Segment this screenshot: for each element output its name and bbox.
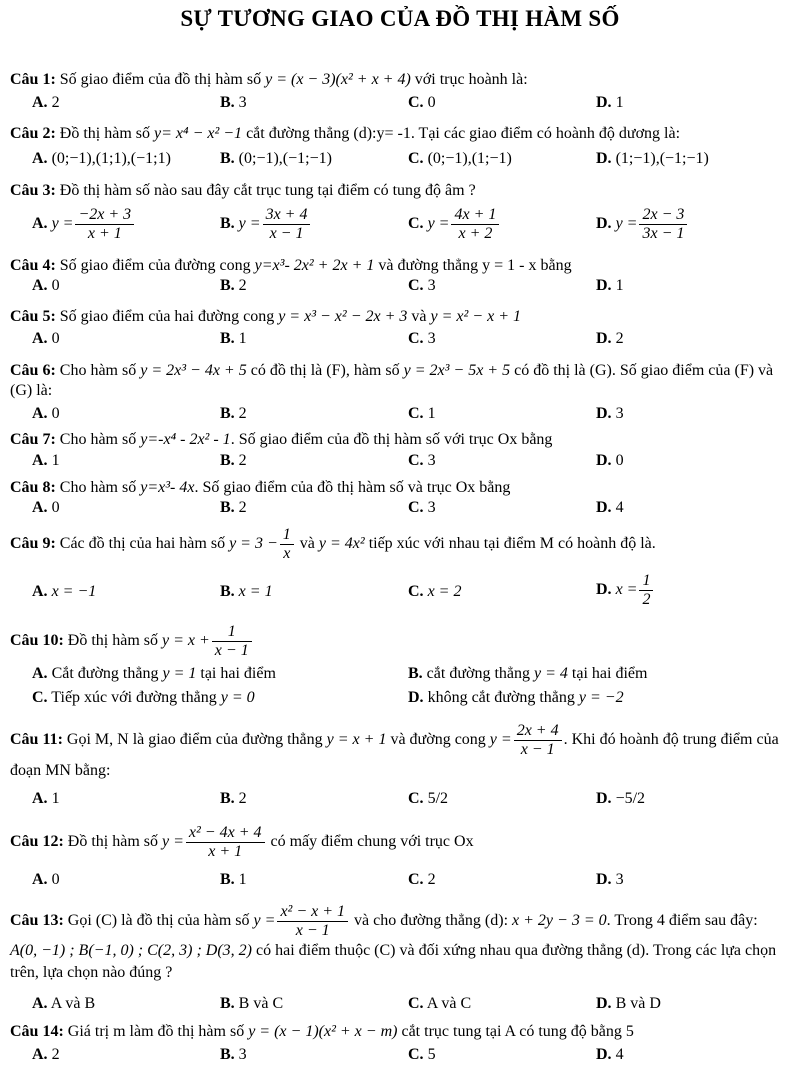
- question-text: Số giao điểm của đường cong: [59, 257, 255, 274]
- option-a[interactable]: A. 0: [32, 499, 60, 516]
- question-5: [10, 307, 792, 327]
- fraction: $\frac{1}{x}$: [280, 526, 294, 563]
- option-a[interactable]: A. y = $\frac{-2x + 3}{x + 1}$: [32, 206, 136, 243]
- option-c[interactable]: C. 3: [408, 452, 436, 469]
- question-label: Câu 13:: [10, 912, 64, 930]
- question-label: Câu 9:: [10, 535, 56, 553]
- question-text: . Trong 4 điểm sau đây:: [606, 912, 758, 930]
- fraction: $\frac{1}{x - 1}$: [212, 623, 252, 660]
- question-7: [10, 430, 792, 450]
- question-9: [10, 526, 792, 563]
- option-b[interactable]: B. 3: [220, 94, 247, 111]
- options-8: [32, 498, 792, 520]
- question-label: Câu 10:: [10, 632, 64, 650]
- math-expression: y= x⁴ − x² −1: [154, 125, 243, 142]
- options-7: [32, 451, 792, 473]
- option-d[interactable]: D. x = $\frac{1}{2}$: [596, 572, 655, 609]
- math-expression: y = 3 −: [229, 535, 278, 553]
- options-4: [32, 276, 792, 298]
- question-1: [10, 70, 792, 90]
- math-expression: y = x³ − x² − 2x + 3: [278, 308, 408, 325]
- question-text: và đường thẳng y = 1 - x bằng: [374, 257, 572, 274]
- option-b[interactable]: B. 2: [220, 790, 247, 807]
- question-13: [10, 903, 792, 984]
- options-13: [32, 994, 792, 1016]
- math-expression: y = x + 1: [326, 731, 387, 749]
- math-expression: y=-x⁴ - 2x² - 1: [140, 431, 231, 448]
- question-6: [10, 361, 792, 401]
- options-2: [32, 149, 792, 171]
- question-text: Gọi (C) là đồ thị của hàm số: [67, 912, 254, 930]
- option-c[interactable]: C. y = $\frac{4x + 1}{x + 2}$: [408, 206, 501, 243]
- option-a[interactable]: A. x = −1: [32, 583, 97, 600]
- option-a[interactable]: A. A và B: [32, 995, 96, 1012]
- option-d[interactable]: D. −5/2: [596, 790, 646, 807]
- question-label: Câu 4:: [10, 257, 56, 274]
- fraction: $\frac{2x + 4}{x - 1}$: [514, 722, 562, 759]
- option-a[interactable]: A. 0: [32, 405, 60, 422]
- question-10: [10, 623, 792, 660]
- option-c[interactable]: C. (0;−1),(1;−1): [408, 150, 512, 167]
- options-10-row2: [32, 688, 792, 710]
- math-expression: y = x +: [162, 632, 210, 650]
- question-text: . Số giao điểm của đồ thị hàm số với trục Ox bằng: [230, 431, 553, 448]
- math-expression: y = 2x³ − 5x + 5: [403, 362, 511, 379]
- options-11: [32, 789, 792, 811]
- option-b[interactable]: B. 2: [220, 452, 247, 469]
- math-expression: y = (x − 3)(x² + x + 4): [265, 71, 411, 88]
- question-text: có mấy điểm chung với trục Ox: [266, 833, 474, 851]
- question-label: Câu 6:: [10, 362, 56, 379]
- page-title: SỰ TƯƠNG GIAO CỦA ĐỒ THỊ HÀM SỐ: [180, 6, 620, 31]
- options-3: [32, 206, 792, 248]
- option-b[interactable]: B. cắt đường thẳng y = 4 tại hai điểm: [408, 665, 648, 682]
- question-text: . Khi đó hoành độ trung điểm của đoạn MN bằng:: [10, 731, 779, 779]
- option-d[interactable]: D. 3: [596, 871, 624, 888]
- question-4: [10, 256, 792, 276]
- question-8: [10, 478, 792, 498]
- option-b[interactable]: B. (0;−1),(−1;−1): [220, 150, 332, 167]
- options-5: [32, 329, 792, 351]
- option-c[interactable]: C. 5: [408, 1046, 436, 1063]
- question-text: và đường cong: [386, 731, 490, 749]
- option-a[interactable]: A. 1: [32, 452, 60, 469]
- option-c[interactable]: C. 3: [408, 330, 436, 347]
- option-a[interactable]: A. 0: [32, 330, 60, 347]
- math-expression: y = 2x³ − 4x + 5: [140, 362, 247, 379]
- question-label: Câu 1:: [10, 71, 56, 88]
- option-a[interactable]: A. Cắt đường thẳng y = 1 tại hai điểm: [32, 665, 276, 682]
- option-c[interactable]: C. 3: [408, 277, 436, 294]
- option-b[interactable]: B. B và C: [220, 995, 284, 1012]
- question-text: Đồ thị hàm số: [59, 125, 154, 142]
- option-c[interactable]: C. 5/2: [408, 790, 449, 807]
- math-expression: x + 2y − 3 = 0: [512, 912, 607, 930]
- option-c[interactable]: C. 2: [408, 871, 436, 888]
- option-d[interactable]: D. y = $\frac{2x - 3}{3x - 1}$: [596, 206, 689, 243]
- option-d[interactable]: D. 2: [596, 330, 624, 347]
- option-b[interactable]: B. y = $\frac{3x + 4}{x - 1}$: [220, 206, 312, 243]
- math-expression: A(0, −1) ; B(−1, 0) ; C(2, 3) ; D(3, 2): [10, 942, 252, 959]
- option-a[interactable]: A. 0: [32, 871, 60, 888]
- options-9: [32, 572, 792, 614]
- option-d[interactable]: D. 1: [596, 94, 624, 111]
- question-text: Giá trị m làm đồ thị hàm số: [67, 1023, 249, 1040]
- math-expression: y =: [253, 912, 276, 930]
- option-b[interactable]: B. 3: [220, 1046, 247, 1063]
- option-a[interactable]: A. 0: [32, 277, 60, 294]
- fraction: $\frac{\text{x² − x + 1}}{x - 1}$: [277, 903, 348, 940]
- question-text: cắt trục tung tại A có tung độ bằng 5: [397, 1023, 634, 1040]
- option-c[interactable]: C. x = 2: [408, 583, 462, 600]
- question-2: [10, 124, 792, 144]
- question-3: [10, 181, 792, 201]
- option-d[interactable]: D. không cắt đường thẳng y = −2: [408, 689, 624, 706]
- option-b[interactable]: B. 1: [220, 871, 247, 888]
- options-12: [32, 870, 792, 892]
- question-label: Câu 8:: [10, 479, 56, 496]
- options-1: [32, 93, 792, 115]
- option-b[interactable]: B. 2: [220, 499, 247, 516]
- question-text: Cho hàm số: [59, 362, 141, 379]
- option-d[interactable]: D. 4: [596, 499, 624, 516]
- question-label: Câu 7:: [10, 431, 56, 448]
- question-text: có đồ thị là (F), hàm số: [246, 362, 404, 379]
- question-11: [10, 722, 792, 783]
- question-text: Số giao điểm của đồ thị hàm số: [59, 71, 266, 88]
- option-d[interactable]: D. 0: [596, 452, 624, 469]
- question-label: Câu 3:: [10, 182, 56, 199]
- math-expression: y = 4x²: [318, 535, 365, 553]
- options-14: [32, 1045, 792, 1067]
- question-label: Câu 2:: [10, 125, 56, 142]
- options-10-row1: [32, 664, 792, 686]
- option-c[interactable]: C. 1: [408, 405, 436, 422]
- question-label: Câu 5:: [10, 308, 56, 325]
- options-6: [32, 404, 792, 426]
- math-expression: y = (x − 1)(x² + x − m): [248, 1023, 398, 1040]
- option-a[interactable]: A. (0;−1),(1;1),(−1;1): [32, 150, 171, 167]
- option-a[interactable]: A. 1: [32, 790, 60, 807]
- question-text: Cho hàm số: [59, 479, 141, 496]
- option-c[interactable]: C. 0: [408, 94, 436, 111]
- question-text: và cho đường thẳng (d):: [350, 912, 513, 930]
- math-expression: y =: [162, 833, 184, 851]
- option-c[interactable]: C. Tiếp xúc với đường thẳng y = 0: [32, 689, 255, 706]
- option-b[interactable]: B. 1: [220, 330, 247, 347]
- fraction: $\frac{\text{x² − 4x + 4}}{x + 1}$: [186, 824, 265, 861]
- question-text: cắt đường thẳng (d):y= -1. Tại các giao điểm có hoành độ dương là:: [242, 125, 681, 142]
- question-text: Số giao điểm của hai đường cong: [59, 308, 279, 325]
- math-expression: y =: [489, 731, 512, 749]
- option-d[interactable]: D. B và D: [596, 995, 661, 1012]
- math-expression: y=x³- 4x: [140, 479, 195, 496]
- question-14: [10, 1022, 792, 1042]
- question-text: Đồ thị hàm số: [67, 833, 162, 851]
- question-text: tiếp xúc với nhau tại điểm M có hoành độ là.: [364, 535, 656, 553]
- question-text: Đồ thị hàm số: [67, 632, 162, 650]
- option-d[interactable]: D. 4: [596, 1046, 624, 1063]
- option-a[interactable]: A. 2: [32, 1046, 60, 1063]
- question-text: và: [295, 535, 319, 553]
- option-b[interactable]: B. 2: [220, 405, 247, 422]
- question-text: có đồ thị là (G). Số giao điểm của (F) và (G) là:: [10, 362, 774, 399]
- question-label: Câu 11:: [10, 731, 63, 749]
- question-label: Câu 14:: [10, 1023, 64, 1040]
- question-text: và: [407, 308, 431, 325]
- option-d[interactable]: D. 1: [596, 277, 624, 294]
- question-text: có hai điểm thuộc (C) và đối xứng nhau qua đường thẳng (d). Trong các lựa chọn trên, lựa chọn nào đúng ?: [10, 942, 777, 981]
- option-d[interactable]: D. 3: [596, 405, 624, 422]
- option-c[interactable]: C. A và C: [408, 995, 472, 1012]
- question-12: [10, 824, 792, 861]
- option-b[interactable]: B. x = 1: [220, 583, 273, 600]
- option-c[interactable]: C. 3: [408, 499, 436, 516]
- question-text: với trục hoành là:: [410, 71, 528, 88]
- question-label: Câu 12:: [10, 833, 64, 851]
- math-expression: y = x² − x + 1: [430, 308, 521, 325]
- question-text: . Số giao điểm của đồ thị hàm số và trục Ox bằng: [194, 479, 511, 496]
- question-text: Cho hàm số: [59, 431, 141, 448]
- question-text: Gọi M, N là giao điểm của đường thẳng: [66, 731, 327, 749]
- option-a[interactable]: A. 2: [32, 94, 60, 111]
- question-text: Các đồ thị của hai hàm số: [59, 535, 230, 553]
- question-text: Đồ thị hàm số nào sau đây cắt trục tung tại điểm có tung độ âm ?: [59, 182, 476, 199]
- option-d[interactable]: D. (1;−1),(−1;−1): [596, 150, 709, 167]
- math-expression: y=x³- 2x² + 2x + 1: [254, 257, 375, 274]
- option-b[interactable]: B. 2: [220, 277, 247, 294]
